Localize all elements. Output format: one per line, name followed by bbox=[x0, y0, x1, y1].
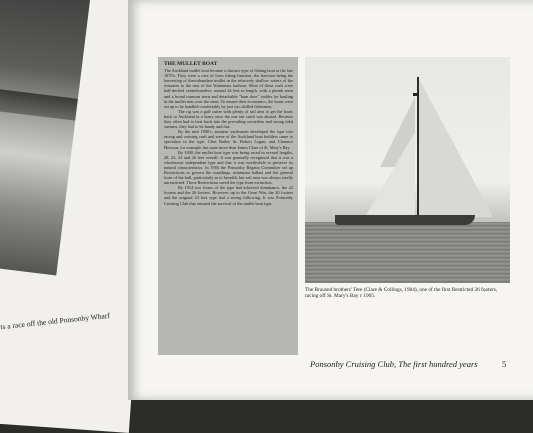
yacht-tere-photo bbox=[305, 57, 510, 283]
left-photo-caption: ts a race off the old Ponsonby Wharf bbox=[0, 310, 111, 332]
page-number: 5 bbox=[502, 359, 507, 369]
article-paragraph: By 1900, the mullet boat type was being raced in several lengths, 20, 22, 24 and 26 feet overall. It was generally recognised that it was a wholesome independent type and that it was worthwhile to preserve its natural characteristics. In 1904 the Ponsonby Regatta Committee set up Restrictions to govern the scantlings, minimum ballast and the general form of the hull, particularly as to breadth, but sail area was always totally unrestricted. These Restrictions saved the type from extinction. bbox=[164, 149, 293, 186]
article-paragraph: By the mid 1880's, amateur yachtsmen developed the type into racing and cruising craft and some of the Auckland boat builders came to specialise in the type. Chas Bailey Sr, Robert Logan, and Clarence Hewson, for example, but none more than James Clare of St. Mary's Bay. bbox=[164, 129, 293, 150]
shoreline bbox=[0, 79, 78, 121]
article-paragraph: By 1914 two forms of the type had achieved dominance, the 22 footers and the 26 footers. However, up to the Great War, the 20 footers and the original 24 foot type had a strong following. It was Ponsonby Cruising Club that ensured the survival of the mullet boat type. bbox=[164, 185, 293, 206]
photo-caption: The Brausnd brothers' Tere (Clare & Collings, 1904), one of the first Restricted 26 footers, racing off St. Mary's Bay c 1905. bbox=[305, 287, 498, 300]
running-footer: Ponsonby Cruising Club, The first hundred years bbox=[310, 359, 478, 369]
hull bbox=[335, 215, 475, 225]
article-paragraph: The Auckland mullet boat became a distinct type of fishing boat in the late 1870's. They were a case of form fitting function, the function being the harvesting of then-abundant mullet in the relatively shallow waters of the estuaries to the east of the Waitemata harbour. Most of these craft were half-decked centreboarders, around 24 feet in length, with a plumb stern and a broad transom stern and detachable "barn door" rudder for hauling in the mullet nets over the stern. To ensure their economics, the boats were set up to be handled comfortably by just two skilled fishermen. bbox=[164, 68, 293, 109]
mainsail bbox=[418, 77, 493, 217]
article-paragraph: The rig was a gaff cutter with plenty of sail area to get the boats back to Auckland in a hurry once the one ton catch was aboard. Because they often had to beat back into the prevailing westerlies and strong tidal streams, they had to be handy and fast. bbox=[164, 108, 293, 130]
jib-sail bbox=[365, 132, 415, 217]
mullet-boat-article bbox=[158, 57, 298, 355]
left-sailing-photo bbox=[0, 0, 92, 276]
article-heading: THE MULLET BOAT bbox=[164, 61, 218, 67]
water bbox=[305, 222, 510, 283]
mast bbox=[417, 77, 419, 217]
mast-flag bbox=[413, 93, 419, 96]
